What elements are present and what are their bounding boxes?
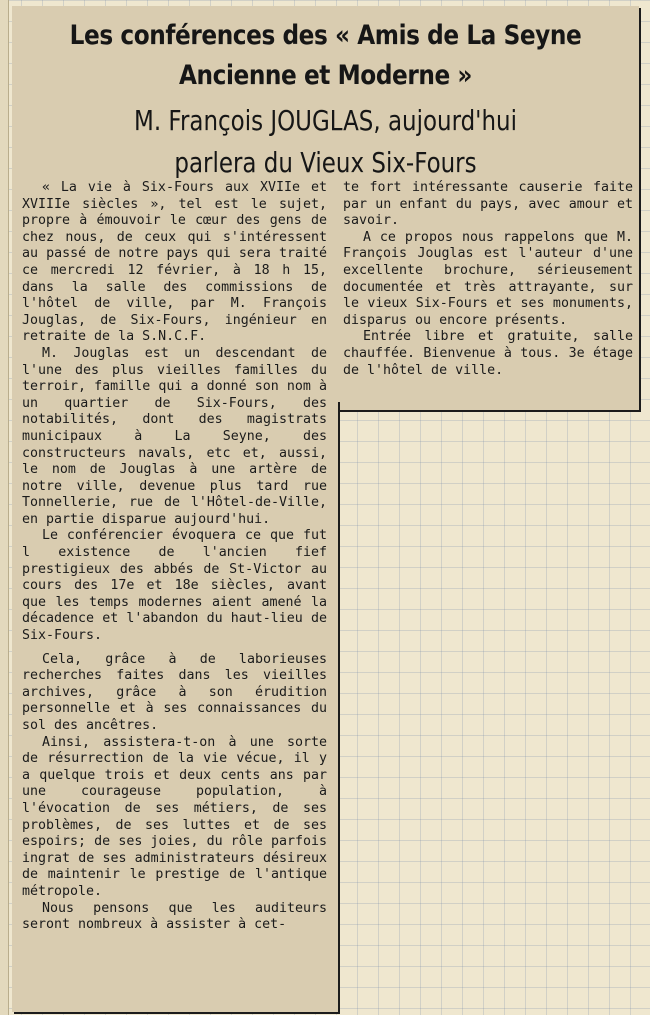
- paragraph: Cela, grâce à de laborieuses recherches faites dans les vieilles archives, grâce à son érudition personnelle et à ses connaissances du sol des ancêtres.: [22, 651, 327, 733]
- subheadline: [73, 100, 577, 184]
- article-right-column: [343, 180, 633, 379]
- paragraph: Le conférencier évoquera ce que fut l existence de l'ancien fief prestigieux des abbés de St-Victor au cours des 17e et 18e siècles, avant que les temps modernes aient amené la décadence et l'abandon du haut-lieu de Six-Fours.: [22, 528, 327, 644]
- article-left-column: [22, 180, 327, 934]
- headline-line-2: Ancienne et Moderne »: [178, 60, 473, 91]
- paragraph: Ainsi, assistera-t-on à une sorte de résurrection de la vie vécue, il y a quelque trois et deux cents ans par une courageuse population, à l'évocation de ses métiers, de ses problèmes, de ses luttes et de ses espoirs; de ses joies, du rôle parfois ingrat de ses administrateurs désireux de maintenir le prestige de l'antique métropole.: [22, 734, 327, 899]
- headline-line-1: Les conférences des « Amis de La Seyne: [69, 20, 582, 51]
- paragraph: « La vie à Six-Fours aux XVIIe et XVIIIe siècles », tel est le sujet, propre à émouvoir le cœur des gens de chez nous, de ceux qui s'intéressent au passé de notre pays qui sera traité ce mercredi 12 février, à 18 h 15, dans la salle des commissions de l'hôtel de ville, par M. François Jouglas, de Six-Fours, ingénieur en retraite de la S.N.C.F.: [22, 180, 327, 345]
- headline: [61, 16, 590, 96]
- subheadline-line-1: M. François JOUGLAS, aujourd'hui: [134, 104, 517, 137]
- paragraph: Nous pensons que les auditeurs seront nombreux à assister à cet-: [22, 900, 327, 933]
- paragraph: A ce propos nous rappelons que M. François Jouglas est l'auteur d'une excellente brochure, sérieusement documentée et très attrayante, sur le vieux Six-Fours et ses monuments, disparus ou encore présents.: [343, 229, 633, 328]
- paragraph: M. Jouglas est un descendant de l'une des plus vieilles familles du terroir, famille qui a donné son nom à un quartier de Six-Fours, des notabilités, dont des magistrats municipaux à La Seyne, des constructeurs navals, etc et, aussi, le nom de Jouglas à une artère de notre ville, devenue plus tard rue Tonnellerie, rue de l'Hôtel-de-Ville, en partie disparue aujourd'hui.: [22, 345, 327, 527]
- paragraph: te fort intéressante causerie faite par un enfant du pays, avec amour et savoir.: [343, 180, 633, 229]
- subheadline-line-2: parlera du Vieux Six-Fours: [174, 146, 477, 179]
- paragraph: Entrée libre et gratuite, salle chauffée. Bienvenue à tous. 3e étage de l'hôtel de ville.: [343, 329, 633, 378]
